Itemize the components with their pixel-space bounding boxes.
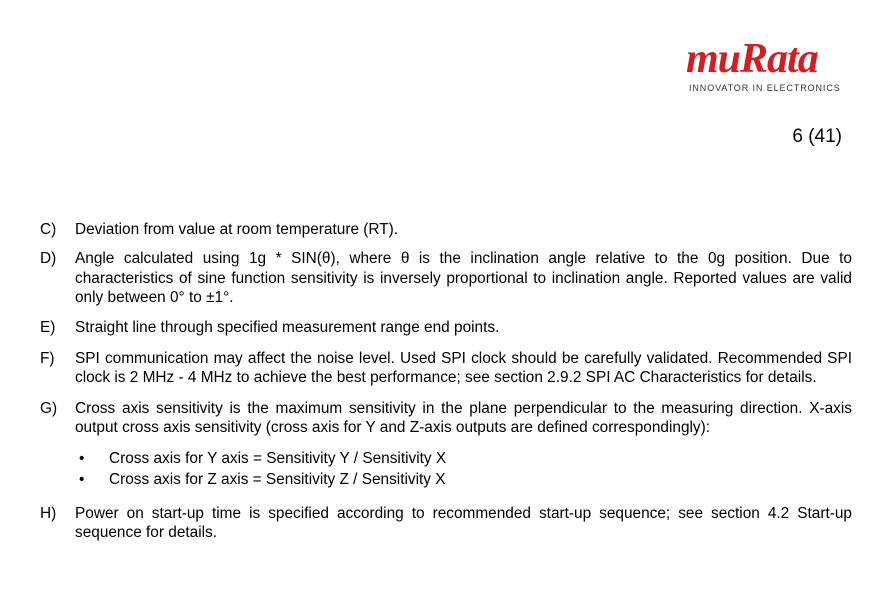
note-letter: E) — [40, 318, 56, 336]
note-g — [40, 399, 852, 490]
note-h — [40, 504, 852, 543]
logo-tagline: INNOVATOR IN ELECTRONICS — [689, 83, 841, 93]
note-letter: F) — [40, 350, 55, 368]
note-text: SPI communication may affect the noise level. Used SPI clock should be carefully validated. Recommended SPI clock is 2 MHz - 4 MHz to achieve the best performance; see section 2.9.2 SPI AC Characteristics for details. — [75, 350, 852, 387]
bullet-icon: • — [79, 449, 85, 467]
bullet-list — [75, 448, 852, 490]
note-letter: H) — [40, 504, 57, 522]
note-text: Cross axis sensitivity is the maximum sensitivity in the plane perpendicular to the measuring direction. X-axis output cross axis sensitivity (cross axis for Y and Z-axis outputs are defined correspondingly): — [75, 399, 852, 437]
logo-wordmark: muRata — [686, 36, 818, 82]
note-letter: C) — [40, 221, 57, 238]
bullet-item — [75, 469, 852, 490]
note-f — [40, 349, 852, 388]
note-text: Deviation from value at room temperature (RT). — [75, 221, 399, 238]
note-c — [40, 220, 852, 239]
bullet-text: Cross axis for Y axis = Sensitivity Y / Sensitivity X — [109, 449, 447, 467]
note-body — [75, 399, 852, 490]
note-text: Angle calculated using 1g * SIN(θ), where θ is the inclination angle relative to the 0g position. Due to characteristics of sine function sensitivity is inversely proportional to inclination angle. Reported values are valid only between 0° to ±1°. — [75, 250, 852, 307]
note-letter: G) — [40, 399, 58, 417]
bullet-text: Cross axis for Z axis = Sensitivity Z / Sensitivity X — [109, 470, 446, 488]
note-text: Power on start-up time is specified according to recommended start-up sequence; see section 4.2 Start-up sequence for details. — [75, 504, 852, 542]
page-number: 6 (41) — [792, 126, 842, 147]
bullet-icon: • — [79, 470, 85, 488]
note-text: Straight line through specified measurement range end points. — [75, 318, 500, 336]
bullet-item — [75, 448, 852, 469]
note-e — [40, 318, 852, 337]
note-letter: D) — [40, 250, 57, 268]
murata-logo — [686, 38, 852, 100]
footnotes-list — [40, 220, 852, 542]
note-d — [40, 249, 852, 307]
